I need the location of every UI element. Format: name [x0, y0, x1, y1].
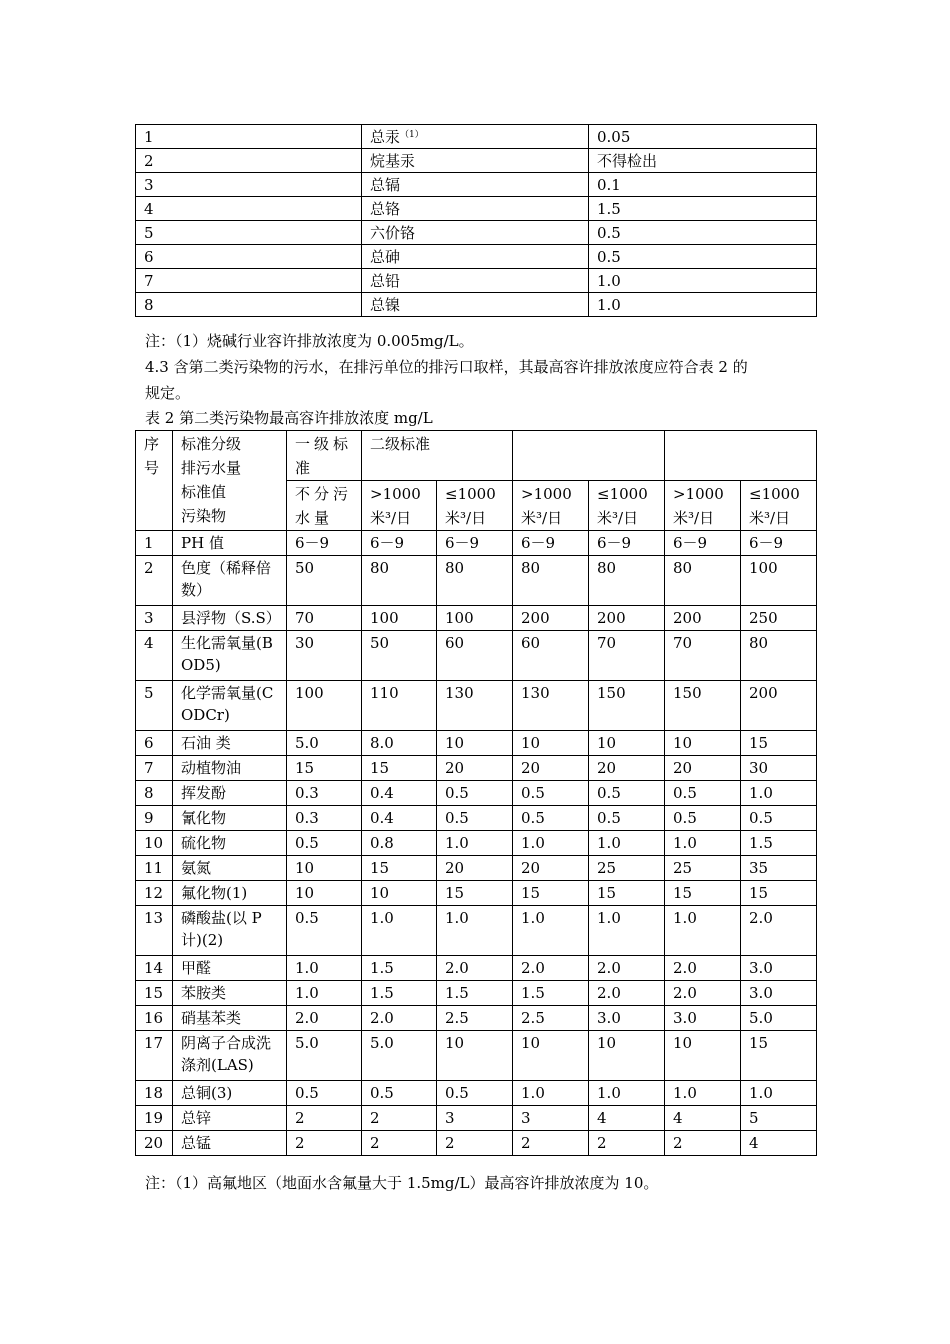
- concentration-value: 6－9: [589, 531, 665, 556]
- pollutant-name: 化学需氧量(CODCr): [173, 681, 287, 731]
- pollutant-name: PH 值: [173, 531, 287, 556]
- max-concentration: 1.0: [589, 293, 817, 317]
- note-1: 注：（1）烧碱行业容许排放浓度为 0.005mg/L。: [145, 332, 474, 350]
- concentration-value: 2.0: [513, 956, 589, 981]
- concentration-value: 5.0: [287, 1031, 362, 1081]
- concentration-value: 1.0: [589, 831, 665, 856]
- concentration-value: 0.4: [362, 806, 437, 831]
- concentration-value: 2.5: [437, 1006, 513, 1031]
- row-number: 15: [136, 981, 173, 1006]
- pollutant-name: 磷酸盐(以 P 计)(2): [173, 906, 287, 956]
- concentration-value: 100: [437, 606, 513, 631]
- concentration-value: 2.0: [665, 956, 741, 981]
- row-number: 18: [136, 1081, 173, 1106]
- table-row: [136, 149, 817, 173]
- concentration-value: 8.0: [362, 731, 437, 756]
- concentration-value: 10: [665, 731, 741, 756]
- table-row: [136, 906, 817, 956]
- row-number: 4: [136, 197, 362, 221]
- concentration-value: 30: [741, 756, 817, 781]
- max-concentration: 1.0: [589, 269, 817, 293]
- concentration-value: 10: [437, 731, 513, 756]
- row-number: 4: [136, 631, 173, 681]
- concentration-value: 0.5: [589, 781, 665, 806]
- concentration-value: 80: [665, 556, 741, 606]
- concentration-value: 200: [665, 606, 741, 631]
- row-number: 20: [136, 1131, 173, 1156]
- row-number: 7: [136, 756, 173, 781]
- concentration-value: 2.0: [287, 1006, 362, 1031]
- concentration-value: 3.0: [741, 981, 817, 1006]
- pollutant-name: 总铜(3): [173, 1081, 287, 1106]
- concentration-value: 60: [437, 631, 513, 681]
- concentration-value: 2.5: [513, 1006, 589, 1031]
- concentration-value: 1.5: [437, 981, 513, 1006]
- concentration-value: 3.0: [741, 956, 817, 981]
- table-row: [136, 781, 817, 806]
- concentration-value: 2.0: [589, 956, 665, 981]
- second-class-pollutant-table: [135, 430, 817, 1156]
- concentration-value: 20: [665, 756, 741, 781]
- concentration-value: 10: [513, 731, 589, 756]
- concentration-value: 3.0: [589, 1006, 665, 1031]
- pollutant-name: 总镍: [362, 293, 589, 317]
- concentration-value: 1.5: [741, 831, 817, 856]
- row-number: 16: [136, 1006, 173, 1031]
- concentration-value: 200: [589, 606, 665, 631]
- concentration-value: 4: [589, 1106, 665, 1131]
- pollutant-name: 挥发酚: [173, 781, 287, 806]
- table-row: [136, 1106, 817, 1131]
- row-number: 1: [136, 125, 362, 149]
- concentration-value: 2.0: [741, 906, 817, 956]
- pollutant-name: 总铬: [362, 197, 589, 221]
- concentration-value: 0.5: [741, 806, 817, 831]
- max-concentration: 0.1: [589, 173, 817, 197]
- concentration-value: 20: [513, 856, 589, 881]
- concentration-value: 0.5: [513, 806, 589, 831]
- table-row: [136, 269, 817, 293]
- concentration-value: 5.0: [287, 731, 362, 756]
- max-concentration: 1.5: [589, 197, 817, 221]
- table-row: [136, 956, 817, 981]
- concentration-value: 1.0: [741, 1081, 817, 1106]
- concentration-value: 2.0: [437, 956, 513, 981]
- concentration-value: 1.0: [665, 831, 741, 856]
- max-concentration: 0.05: [589, 125, 817, 149]
- concentration-value: 0.5: [665, 806, 741, 831]
- header-corner: 标准分级 排污水量 标准值 污染物: [173, 431, 287, 531]
- concentration-value: 2: [362, 1106, 437, 1131]
- concentration-value: 1.5: [362, 956, 437, 981]
- pollutant-name: 石油 类: [173, 731, 287, 756]
- table-row: [136, 1081, 817, 1106]
- header-range-2: ≤1000 米³/日: [437, 481, 513, 531]
- concentration-value: 0.3: [287, 806, 362, 831]
- row-number: 13: [136, 906, 173, 956]
- concentration-value: 4: [741, 1131, 817, 1156]
- concentration-value: 2.0: [362, 1006, 437, 1031]
- table-row: [136, 806, 817, 831]
- row-number: 12: [136, 881, 173, 906]
- row-number: 14: [136, 956, 173, 981]
- concentration-value: 0.5: [287, 906, 362, 956]
- row-number: 5: [136, 221, 362, 245]
- concentration-value: 10: [665, 1031, 741, 1081]
- concentration-value: 1.0: [287, 981, 362, 1006]
- concentration-value: 100: [741, 556, 817, 606]
- concentration-value: 150: [665, 681, 741, 731]
- pollutant-name: 硫化物: [173, 831, 287, 856]
- table-row: [136, 245, 817, 269]
- header-range-6: ≤1000 米³/日: [741, 481, 817, 531]
- row-number: 6: [136, 245, 362, 269]
- concentration-value: 70: [287, 606, 362, 631]
- row-number: 3: [136, 173, 362, 197]
- pollutant-name: 总砷: [362, 245, 589, 269]
- table-row: [136, 631, 817, 681]
- concentration-value: 5.0: [362, 1031, 437, 1081]
- concentration-value: 6－9: [287, 531, 362, 556]
- table-row: [136, 981, 817, 1006]
- row-number: 2: [136, 149, 362, 173]
- concentration-value: 20: [437, 856, 513, 881]
- concentration-value: 80: [362, 556, 437, 606]
- concentration-value: 25: [665, 856, 741, 881]
- concentration-value: 2.0: [589, 981, 665, 1006]
- concentration-value: 0.5: [287, 831, 362, 856]
- concentration-value: 70: [589, 631, 665, 681]
- concentration-value: 20: [437, 756, 513, 781]
- pollutant-name: 总锌: [173, 1106, 287, 1131]
- section-4-3-line2: 规定。: [145, 384, 191, 402]
- concentration-value: 15: [437, 881, 513, 906]
- pollutant-name: 烷基汞: [362, 149, 589, 173]
- pollutant-name: 氟化物(1): [173, 881, 287, 906]
- pollutant-name: 总汞$^{(1)}$: [362, 125, 589, 149]
- concentration-value: 15: [741, 881, 817, 906]
- concentration-value: 10: [437, 1031, 513, 1081]
- table-row: [136, 1131, 817, 1156]
- concentration-value: 2: [287, 1106, 362, 1131]
- concentration-value: 1.0: [362, 906, 437, 956]
- concentration-value: 1.0: [513, 1081, 589, 1106]
- pollutant-name: 阴离子合成洗涤剂(LAS): [173, 1031, 287, 1081]
- table-row: [136, 197, 817, 221]
- concentration-value: 130: [513, 681, 589, 731]
- max-concentration: 0.5: [589, 221, 817, 245]
- concentration-value: 0.5: [589, 806, 665, 831]
- concentration-value: 15: [589, 881, 665, 906]
- table2-title: 表 2 第二类污染物最高容许排放浓度 mg/L: [145, 409, 433, 427]
- concentration-value: 60: [513, 631, 589, 681]
- concentration-value: 1.0: [513, 906, 589, 956]
- concentration-value: 6－9: [362, 531, 437, 556]
- pollutant-name: 苯胺类: [173, 981, 287, 1006]
- concentration-value: 1.5: [362, 981, 437, 1006]
- concentration-value: 3: [513, 1106, 589, 1131]
- header-range-5: >1000 米³/日: [665, 481, 741, 531]
- concentration-value: 1.0: [287, 956, 362, 981]
- concentration-value: 6－9: [437, 531, 513, 556]
- concentration-value: 6－9: [513, 531, 589, 556]
- section-4-3-line1: 4.3 含第二类污染物的污水，在排污单位的排污口取样，其最高容许排放浓度应符合表 2 的: [145, 358, 748, 376]
- header-grade1: 一级标准: [287, 431, 362, 481]
- concentration-value: 0.5: [437, 806, 513, 831]
- concentration-value: 50: [287, 556, 362, 606]
- concentration-value: 10: [287, 856, 362, 881]
- concentration-value: 200: [513, 606, 589, 631]
- table-row: [136, 1006, 817, 1031]
- concentration-value: 2: [513, 1131, 589, 1156]
- pollutant-name: 氰化物: [173, 806, 287, 831]
- concentration-value: 1.0: [741, 781, 817, 806]
- header-range-4: ≤1000 米³/日: [589, 481, 665, 531]
- concentration-value: 15: [741, 1031, 817, 1081]
- table-row: [136, 881, 817, 906]
- concentration-value: 130: [437, 681, 513, 731]
- pollutant-name: 动植物油: [173, 756, 287, 781]
- row-number: 8: [136, 293, 362, 317]
- concentration-value: 1.0: [589, 906, 665, 956]
- concentration-value: 250: [741, 606, 817, 631]
- table-row: [136, 173, 817, 197]
- table-row: [136, 831, 817, 856]
- concentration-value: 10: [513, 1031, 589, 1081]
- concentration-value: 15: [362, 756, 437, 781]
- header-grade2: 二级标准: [362, 431, 513, 481]
- concentration-value: 1.0: [589, 1081, 665, 1106]
- concentration-value: 1.0: [437, 831, 513, 856]
- concentration-value: 15: [741, 731, 817, 756]
- concentration-value: 25: [589, 856, 665, 881]
- pollutant-name: 硝基苯类: [173, 1006, 287, 1031]
- table-row: [136, 756, 817, 781]
- table-row: [136, 606, 817, 631]
- concentration-value: 80: [741, 631, 817, 681]
- concentration-value: 2: [287, 1131, 362, 1156]
- concentration-value: 6－9: [665, 531, 741, 556]
- row-number: 9: [136, 806, 173, 831]
- pollutant-name: 甲醛: [173, 956, 287, 981]
- table-row: [136, 856, 817, 881]
- concentration-value: 110: [362, 681, 437, 731]
- pollutant-name: 色度（稀释倍数）: [173, 556, 287, 606]
- table-row: [136, 293, 817, 317]
- header-seq: 序号: [136, 431, 173, 531]
- row-number: 5: [136, 681, 173, 731]
- concentration-value: 5: [741, 1106, 817, 1131]
- max-concentration: 0.5: [589, 245, 817, 269]
- concentration-value: 15: [513, 881, 589, 906]
- pollutant-name: 总铅: [362, 269, 589, 293]
- concentration-value: 200: [741, 681, 817, 731]
- concentration-value: 0.5: [513, 781, 589, 806]
- table-row: [136, 125, 817, 149]
- table-row: [136, 556, 817, 606]
- row-number: 17: [136, 1031, 173, 1081]
- concentration-value: 0.5: [362, 1081, 437, 1106]
- note-2: 注：（1）高氟地区（地面水含氟量大于 1.5mg/L）最高容许排放浓度为 10。: [145, 1174, 659, 1192]
- concentration-value: 0.5: [287, 1081, 362, 1106]
- concentration-value: 6－9: [741, 531, 817, 556]
- row-number: 3: [136, 606, 173, 631]
- concentration-value: 0.3: [287, 781, 362, 806]
- header-range-3: >1000 米³/日: [513, 481, 589, 531]
- concentration-value: 0.4: [362, 781, 437, 806]
- concentration-value: 5.0: [741, 1006, 817, 1031]
- header-nodiv: 不分污水量: [287, 481, 362, 531]
- concentration-value: 1.5: [513, 981, 589, 1006]
- pollutant-name: 氨氮: [173, 856, 287, 881]
- row-number: 2: [136, 556, 173, 606]
- concentration-value: 0.5: [437, 781, 513, 806]
- footnote-mark: （1）: [400, 130, 424, 140]
- table-row: [136, 221, 817, 245]
- concentration-value: 2: [665, 1131, 741, 1156]
- concentration-value: 3: [437, 1106, 513, 1131]
- row-number: 11: [136, 856, 173, 881]
- table-row: [136, 731, 817, 756]
- pollutant-name: 六价铬: [362, 221, 589, 245]
- concentration-value: 15: [287, 756, 362, 781]
- concentration-value: 10: [287, 881, 362, 906]
- row-number: 8: [136, 781, 173, 806]
- concentration-value: 3.0: [665, 1006, 741, 1031]
- table-row: [136, 1031, 817, 1081]
- concentration-value: 100: [362, 606, 437, 631]
- concentration-value: 15: [362, 856, 437, 881]
- table-row: [136, 531, 817, 556]
- header-blank-b: [665, 431, 817, 481]
- concentration-value: 1.0: [437, 906, 513, 956]
- row-number: 19: [136, 1106, 173, 1131]
- pollutant-name: 县浮物（S.S）: [173, 606, 287, 631]
- row-number: 7: [136, 269, 362, 293]
- concentration-value: 1.0: [665, 1081, 741, 1106]
- concentration-value: 80: [513, 556, 589, 606]
- concentration-value: 80: [589, 556, 665, 606]
- concentration-value: 30: [287, 631, 362, 681]
- concentration-value: 80: [437, 556, 513, 606]
- max-concentration: 不得检出: [589, 149, 817, 173]
- header-range-1: >1000 米³/日: [362, 481, 437, 531]
- concentration-value: 2.0: [665, 981, 741, 1006]
- concentration-value: 15: [665, 881, 741, 906]
- concentration-value: 0.5: [665, 781, 741, 806]
- pollutant-name: 总镉: [362, 173, 589, 197]
- concentration-value: 0.5: [437, 1081, 513, 1106]
- row-number: 6: [136, 731, 173, 756]
- first-class-pollutant-table: [135, 124, 817, 317]
- concentration-value: 100: [287, 681, 362, 731]
- pollutant-name: 生化需氧量(BOD5): [173, 631, 287, 681]
- concentration-value: 35: [741, 856, 817, 881]
- table-row: [136, 681, 817, 731]
- concentration-value: 150: [589, 681, 665, 731]
- row-number: 10: [136, 831, 173, 856]
- concentration-value: 0.8: [362, 831, 437, 856]
- concentration-value: 2: [589, 1131, 665, 1156]
- concentration-value: 10: [589, 731, 665, 756]
- concentration-value: 4: [665, 1106, 741, 1131]
- concentration-value: 10: [589, 1031, 665, 1081]
- row-number: 1: [136, 531, 173, 556]
- concentration-value: 20: [589, 756, 665, 781]
- header-blank-a: [513, 431, 665, 481]
- concentration-value: 2: [437, 1131, 513, 1156]
- concentration-value: 1.0: [665, 906, 741, 956]
- concentration-value: 1.0: [513, 831, 589, 856]
- concentration-value: 10: [362, 881, 437, 906]
- concentration-value: 2: [362, 1131, 437, 1156]
- pollutant-name: 总锰: [173, 1131, 287, 1156]
- concentration-value: 50: [362, 631, 437, 681]
- concentration-value: 70: [665, 631, 741, 681]
- concentration-value: 20: [513, 756, 589, 781]
